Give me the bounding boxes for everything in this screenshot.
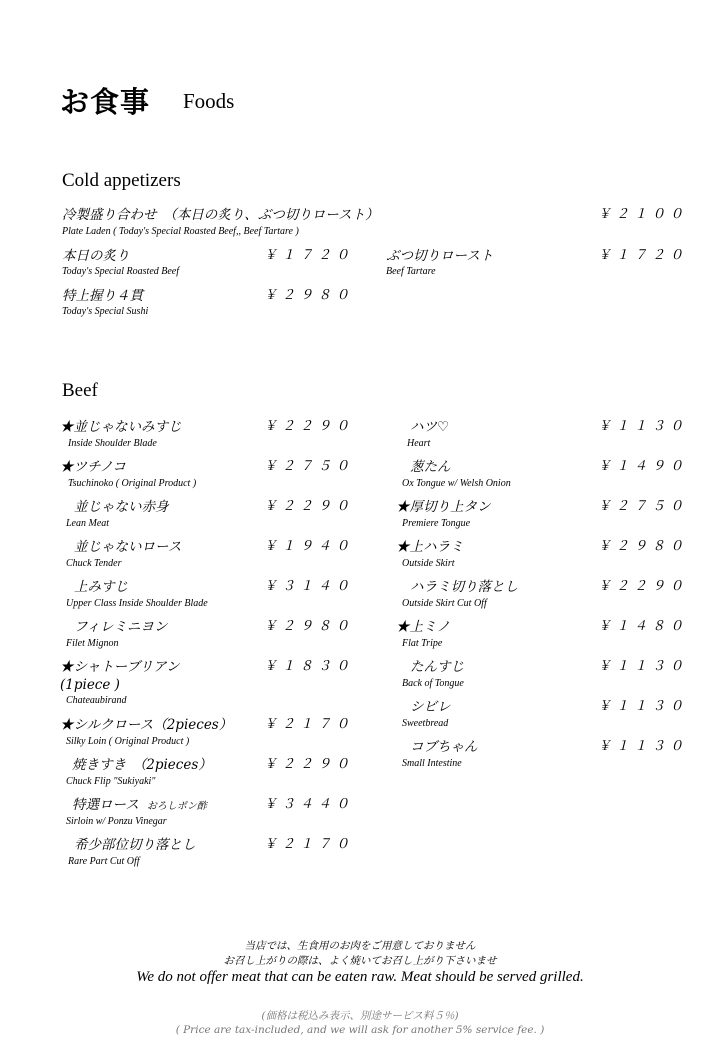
item-price: ￥２７５０ (598, 499, 689, 514)
item-name-en: Rare Part Cut Off (68, 856, 140, 867)
item-price: ￥１４９０ (598, 459, 689, 474)
item-price: ￥２９８０ (264, 619, 355, 634)
item-name-en: Flat Tripe (402, 638, 443, 649)
item-name-ja: ★ツチノコ (60, 459, 126, 475)
item-name-en: Back of Tongue (402, 678, 464, 689)
item-price: ￥２１７０ (264, 837, 355, 852)
page-title-en: Foods (183, 89, 235, 113)
item-name-en: Beef Tartare (386, 266, 436, 277)
raw-meat-notice-ja-1: 当店では、生食用のお肉をご用意しておりません (244, 940, 476, 952)
item-price: ￥１１３０ (598, 419, 689, 434)
item-name-ja-main: 特選ロース (72, 797, 139, 813)
item-name-en: Outside Skirt Cut Off (402, 598, 487, 609)
item-name-en: Heart (407, 438, 431, 449)
page-title-ja: お食事 (60, 85, 151, 119)
item-name-en: Silky Loin ( Original Product ) (66, 736, 190, 747)
item-name-en: Today's Special Roasted Beef (62, 266, 180, 277)
item-price: ￥１１３０ (598, 699, 689, 714)
item-name-en: Small Intestine (402, 758, 462, 769)
item-name-en: Sweetbread (402, 718, 449, 729)
item-name-ja: ★シルクロース（2pieces） (60, 717, 233, 733)
item-name-en: Outside Skirt (402, 558, 455, 569)
item-name-ja: 焼きすき （2pieces） (72, 757, 212, 773)
item-name-ja: ★並じゃないみすじ (60, 419, 182, 435)
item-name-ja: 並じゃない赤身 (74, 499, 169, 515)
item-price: ￥２１７０ (264, 717, 355, 732)
section-title-beef: Beef (62, 380, 98, 401)
item-price: ￥２７５０ (264, 459, 355, 474)
item-name-ja: ★シャトーブリアン (60, 659, 180, 675)
item-name-en: Premiere Tongue (402, 518, 471, 529)
item-name-ja: ハラミ切り落とし (410, 579, 518, 595)
item-price: ￥１４８０ (598, 619, 689, 634)
item-name-ja: 希少部位切り落とし (74, 837, 196, 853)
item-name-ja: ハツ♡ (410, 419, 450, 435)
section-title-cold: Cold appetizers (62, 170, 181, 191)
item-name-ja-note: おろしポン酢 (146, 801, 207, 812)
item-name-ja: ★上ハラミ (396, 539, 464, 555)
item-name-en: Upper Class Inside Shoulder Blade (66, 598, 208, 609)
item-name-ja: 葱たん (410, 459, 451, 475)
item-name-en: Inside Shoulder Blade (68, 438, 157, 449)
item-price: ￥１７２０ (264, 248, 355, 263)
item-name-ja (72, 796, 207, 816)
tax-note-en: ( Price are tax-included, and we will ask for another 5% service fee. ) (175, 1024, 545, 1036)
item-price: ￥２１００ (598, 207, 689, 222)
item-price: ￥１１３０ (598, 659, 689, 674)
item-name-ja: 本日の炙り (62, 248, 130, 264)
item-name-ja: シビレ (410, 699, 451, 715)
item-price: ￥２２９０ (598, 579, 689, 594)
item-name-en: Ox Tongue w/ Welsh Onion (402, 478, 511, 489)
item-name-ja: 上みすじ (74, 579, 128, 595)
item-name-en: Chuck Tender (66, 558, 122, 569)
item-name-en: Sirloin w/ Ponzu Vinegar (66, 816, 167, 827)
item-name-ja: たんすじ (410, 659, 464, 675)
item-name-ja: コブちゃん (410, 739, 478, 755)
tax-note-ja: (価格は税込み表示、別途サービス料５％) (261, 1010, 459, 1022)
item-price: ￥２２９０ (264, 757, 355, 772)
item-name-ja: 特上握り４貫 (62, 288, 143, 304)
item-name-ja: ★厚切り上タン (396, 499, 491, 515)
item-name-en: Plate Laden ( Today's Special Roasted Beef,, Beef Tartare ) (62, 226, 299, 237)
item-name-ja: ★上ミノ (396, 619, 450, 635)
item-name-ja: ぶつ切りロースト (386, 248, 494, 264)
item-name-ja-cont: (1piece ) (60, 677, 120, 693)
item-name-en: Today's Special Sushi (62, 306, 149, 317)
item-price: ￥１７２０ (598, 248, 689, 263)
item-price: ￥３１４０ (264, 579, 355, 594)
item-name-ja: 冷製盛り合わせ （本日の炙り、ぶつ切りロースト） (62, 207, 379, 223)
item-price: ￥１９４０ (264, 539, 355, 554)
item-name-ja: 並じゃないロース (74, 539, 182, 555)
item-name-en: Chateaubirand (66, 695, 127, 706)
item-price: ￥１１３０ (598, 739, 689, 754)
item-name-en: Lean Meat (66, 518, 110, 529)
raw-meat-notice-ja-2: お召し上がりの際は、よく焼いてお召し上がり下さいませ (223, 955, 497, 967)
item-name-en: Filet Mignon (66, 638, 119, 649)
item-price: ￥２９８０ (264, 288, 355, 303)
item-name-en: Chuck Flip "Sukiyaki" (66, 776, 156, 787)
item-name-en: Tsuchinoko ( Original Product ) (68, 478, 197, 489)
item-price: ￥２２９０ (264, 499, 355, 514)
item-price: ￥２９８０ (598, 539, 689, 554)
raw-meat-notice-en: We do not offer meat that can be eaten raw. Meat should be served grilled. (136, 969, 584, 985)
item-price: ￥３４４０ (264, 797, 355, 812)
item-price: ￥２２９０ (264, 419, 355, 434)
item-price: ￥１８３０ (264, 659, 355, 674)
item-name-ja: フィレミニヨン (74, 619, 168, 635)
